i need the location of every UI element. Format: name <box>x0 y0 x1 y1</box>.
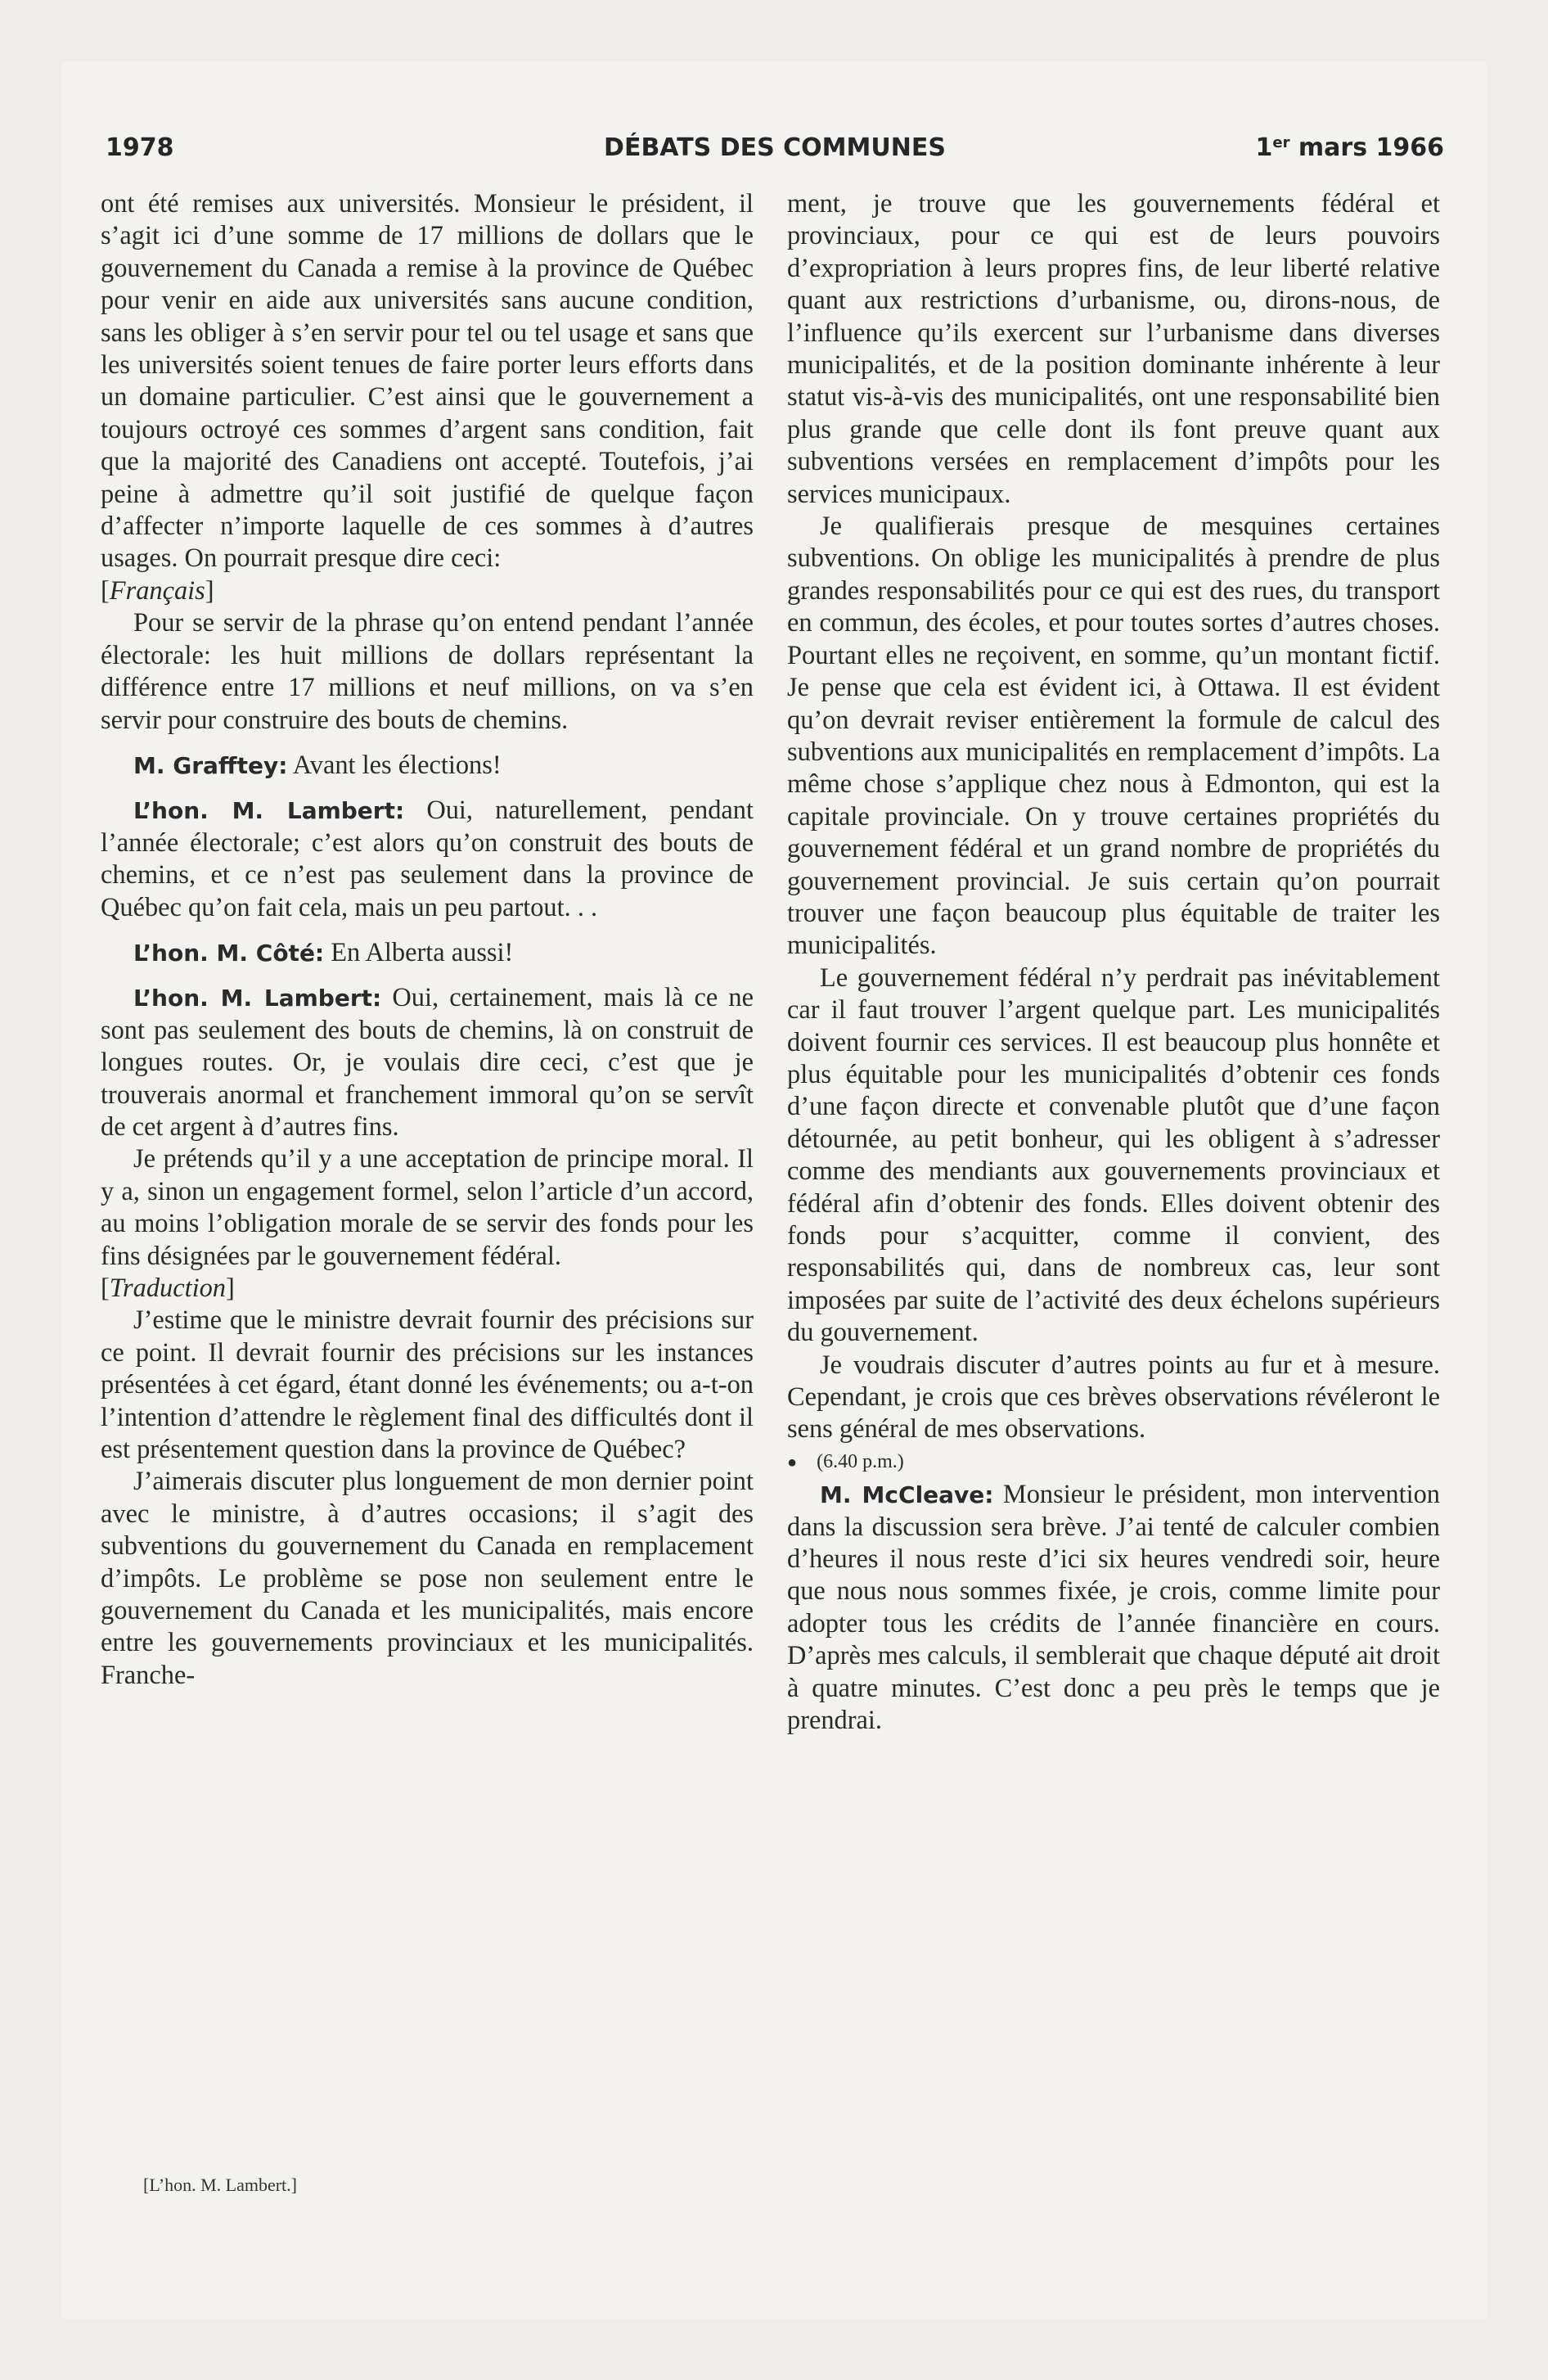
time-text: (6.40 p.m.) <box>817 1450 904 1472</box>
page-header <box>106 133 1444 174</box>
bullet-icon: ● <box>787 1453 798 1472</box>
page-number: 1978 <box>106 133 174 162</box>
date-rest: mars 1966 <box>1289 133 1444 162</box>
page-date <box>1255 133 1444 162</box>
paragraph: Je voudrais discuter d’autres points au fur et à mesure. Cependant, je crois que ces brèves observations révéleront le sens général de mes observations. <box>787 1350 1440 1445</box>
paragraph: Je qualifierais presque de mesquines certaines subventions. On oblige les municipalités à prendre de plus grandes responsabilités pour ce qui est des rues, du transport en commun, des écoles, et pour toutes sortes d’autres choses. Pourtant elles ne reçoivent, en somme, qu’un montant fictif. Je pense que cela est évident ici, à Ottawa. Il est évident qu’on devrait reviser entièrement la formule de calcul des subventions aux municipalités en remplacement d’impôts. La même chose s’applique chez nous à Edmonton, qui est la capitale provinciale. On y trouve certaines propriétés du gouvernement fédéral et un grand nombre de propriétés du gouvernement provincial. Je suis certain qu’on pourrait trouver une façon beaucoup plus équitable de traiter les municipalités. <box>787 512 1440 961</box>
speaker-name: M. Grafftey: <box>133 751 288 779</box>
paragraph: ont été remises aux universités. Monsieur le président, il s’agit ici d’une somme de 17 millions de dollars que le gouvernement du Canada a remise à la province de Québec pour venir en aide aux universités sans aucune condition, sans les obliger à s’en servir pour tel ou tel usage et sans que les universités soient tenues de faire porter leurs efforts dans un domaine particulier. C’est ainsi que le gouvernement a toujours octroyé ces sommes d’argent sans condition, fait que la majorité des Canadiens ont accepté. Toutefois, j’ai peine à admettre qu’il soit justifié de quelque façon d’affecter n’importe laquelle de ces sommes à d’autres usages. On pourrait presque dire ceci: <box>101 189 754 574</box>
paragraph: Le gouvernement fédéral n’y perdrait pas inévitablement car il faut trouver l’argent quelque part. Les municipalités doivent fournir ces services. Il est beaucoup plus honnête et plus équitable pour les municipalités d’obtenir ces fonds d’une façon directe et convenable plutôt que d’une façon détournée, au petit bonheur, qui les obligent à s’adresser comme des mendiants aux gouvernements provinciaux et fédéral afin d’obtenir des fonds. Elles doivent obtenir des fonds pour s’acquitter, comme il convient, des responsabilités qui, dans de nombreux cas, leur sont imposées par suite de l’activité des deux échelons supérieurs du gouvernement. <box>787 962 1440 1348</box>
speaker-attribution: [L’hon. M. Lambert.] <box>143 2175 297 2195</box>
speaker-name: L’hon. M. Côté: <box>133 939 325 967</box>
paragraph: Pour se servir de la phrase qu’on entend pendant l’année électorale: les huit millions de dollars représentant la différence entre 17 millions et neuf millions, on va s’en servir pour construire des bouts de chemins. <box>101 608 754 735</box>
left-column <box>101 188 754 1692</box>
time-stamp <box>787 1446 1440 1479</box>
speaker-paragraph <box>101 795 754 924</box>
language-marker: [Français] <box>101 575 214 606</box>
speech-text: En Alberta aussi! <box>324 937 514 967</box>
speaker-name: L’hon. M. Lambert: <box>133 797 405 825</box>
speech-text: Oui, certainement, mais là ce ne sont pas seulement des bouts de chemins, là on construit de longues routes. Or, je voulais dire ceci, c’est que je trouverais anormal et franchement immoral qu’on se servît de cet argent à d’autres fins. <box>101 983 754 1142</box>
speaker-paragraph <box>787 1479 1440 1737</box>
speaker-paragraph <box>101 750 754 782</box>
date-day: 1 <box>1255 133 1273 162</box>
paragraph: J’aimerais discuter plus longuement de mon dernier point avec le ministre, à d’autres occasions; il s’agit des subventions du gouvernement du Canada en remplacement d’impôts. Le problème se pose non seulement entre le gouvernement du Canada et les municipalités, mais encore entre les gouvernements provinciaux et les municipalités. Franche- <box>101 1467 754 1690</box>
speaker-name: L’hon. M. Lambert: <box>133 985 382 1012</box>
date-suffix: er <box>1272 134 1290 151</box>
right-column <box>787 188 1440 1738</box>
paragraph: J’estime que le ministre devrait fournir des précisions sur ce point. Il devrait fournir des précisions sur les instances présentées à cet égard, étant donné les événements; ou a-t-on l’intention d’attendre le règlement final des difficultés dont il est présentement question dans la province de Québec? <box>101 1305 754 1465</box>
paragraph: ment, je trouve que les gouvernements fédéral et provinciaux, pour ce qui est de leurs pouvoirs d’expropriation à leurs propres fins, de leur liberté relative quant aux restrictions d’urbanisme, ou, dirons-nous, de l’influence qu’ils exercent sur l’urbanisme dans diverses municipalités, et de la position dominante inhérente à leur statut vis-à-vis des municipalités, ont une responsabilité bien plus grande que celle dont ils font preuve quant aux subventions versées en remplacement d’impôts pour les services municipaux. <box>787 189 1440 509</box>
speech-text: Avant les élections! <box>287 750 502 780</box>
paragraph: Je prétends qu’il y a une acceptation de principe moral. Il y a, sinon un engagement formel, selon l’article d’un accord, au moins l’obligation morale de se servir des fonds pour les fins désignées par le gouvernement fédéral. <box>101 1144 754 1271</box>
language-label: Français <box>109 575 205 606</box>
speaker-paragraph <box>101 982 754 1143</box>
speech-text: Monsieur le président, mon intervention dans la discussion sera brève. J’ai tenté de calculer combien d’heures il nous reste d’ici six heures vendredi soir, heure que nous nous sommes fixée, je crois, comme limite pour adopter tous les crédits de l’année financière en cours. D’après mes calculs, il semblerait que chaque député ait droit à quatre minutes. C’est donc a peu près le temps que je prendrai. <box>787 1480 1440 1736</box>
speaker-name: M. McCleave: <box>820 1481 994 1509</box>
page-sheet <box>61 61 1487 2319</box>
publication-title: DÉBATS DES COMMUNES <box>604 133 946 162</box>
speech-text: Oui, naturellement, pendant l’année électorale; c’est alors qu’on construit des bouts de chemins, et ce n’est pas seulement dans la province de Québec qu’on fait cela, mais un peu partout. . . <box>101 796 754 922</box>
speaker-paragraph <box>101 937 754 969</box>
language-marker: [Traduction] <box>101 1273 235 1303</box>
language-label: Traduction <box>109 1273 226 1303</box>
